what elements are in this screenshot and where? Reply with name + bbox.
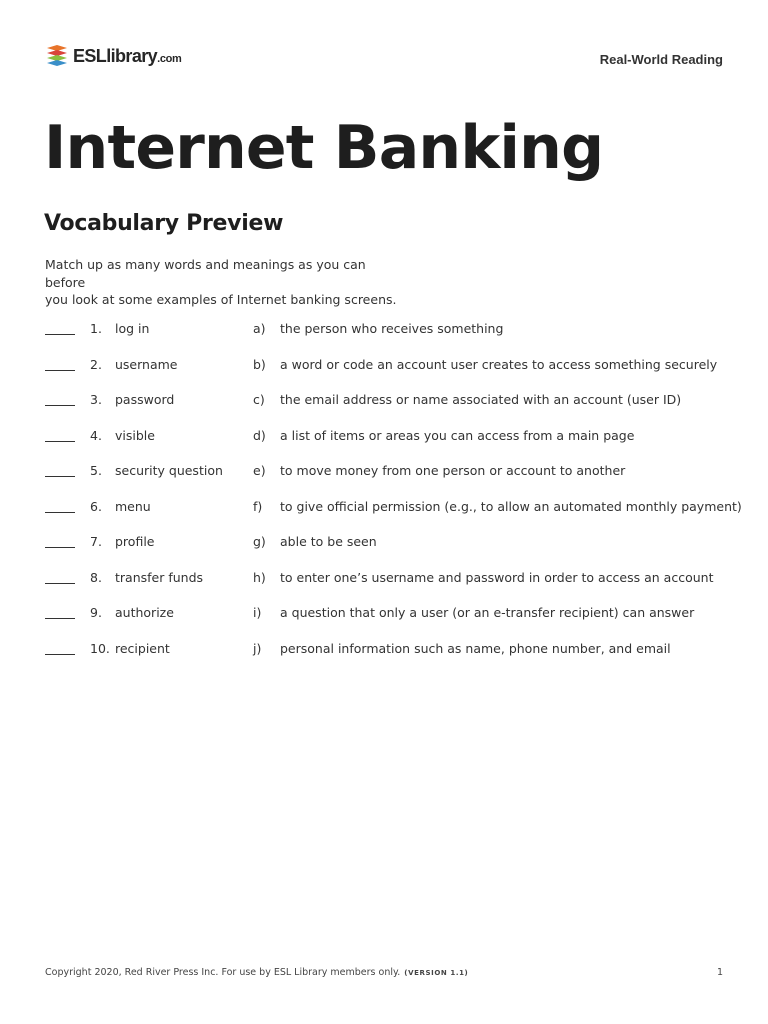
item-number: 3.: [90, 392, 102, 407]
answer-blank[interactable]: [45, 405, 75, 406]
item-number: 6.: [90, 498, 102, 514]
vocabulary-word: username: [115, 356, 178, 372]
copyright-footer: [45, 967, 468, 978]
item-number: 5.: [90, 463, 102, 478]
definition-letter: c): [253, 392, 265, 407]
item-number: 2.: [90, 356, 102, 372]
matching-row: [45, 391, 725, 411]
vocabulary-word: recipient: [115, 640, 170, 656]
definition-letter: g): [253, 534, 266, 549]
definition-text: to move money from one person or account to another: [280, 463, 626, 478]
matching-row: [45, 533, 725, 553]
instructions-line: Match up as many words and meanings as you can before: [45, 257, 366, 290]
definition-letter: j): [253, 640, 262, 656]
matching-row: [45, 640, 725, 660]
definition-text: to enter one’s username and password in order to access an account: [280, 569, 714, 585]
definition-text: to give official permission (e.g., to allow an automated monthly payment): [280, 498, 742, 514]
definition-letter: i): [253, 605, 262, 620]
definition-text: a question that only a user (or an e-transfer recipient) can answer: [280, 605, 695, 620]
matching-row: [45, 427, 725, 447]
definition-text: the person who receives something: [280, 321, 504, 336]
vocabulary-word: profile: [115, 534, 155, 549]
series-label: Real-World Reading: [599, 52, 723, 67]
item-number: 7.: [90, 534, 102, 549]
answer-blank[interactable]: [45, 583, 75, 584]
answer-blank[interactable]: [45, 618, 75, 619]
definition-text: personal information such as name, phone number, and email: [280, 640, 671, 656]
vocabulary-word: log in: [115, 321, 150, 336]
definition-letter: h): [253, 569, 266, 585]
definition-letter: a): [253, 321, 266, 336]
item-number: 8.: [90, 569, 102, 585]
item-number: 4.: [90, 427, 102, 443]
matching-row: [45, 604, 725, 624]
answer-blank[interactable]: [45, 370, 75, 371]
definition-text: the email address or name associated with an account (user ID): [280, 392, 682, 407]
definition-text: able to be seen: [280, 534, 377, 549]
instructions-line: you look at some examples of Internet banking screens.: [45, 292, 397, 307]
definition-text: a list of items or areas you can access from a main page: [280, 427, 635, 443]
definition-letter: f): [253, 498, 263, 514]
page-number: 1: [716, 967, 723, 978]
esl-library-logo: [45, 44, 182, 68]
vocabulary-word: menu: [115, 498, 151, 514]
answer-blank[interactable]: [45, 334, 75, 335]
item-number: 1.: [90, 321, 102, 336]
answer-blank[interactable]: [45, 512, 75, 513]
vocabulary-word: visible: [115, 427, 155, 443]
item-number: 9.: [90, 605, 102, 620]
answer-blank[interactable]: [45, 441, 75, 442]
book-stack-icon: [45, 44, 69, 68]
section-heading: Vocabulary Preview: [44, 211, 284, 236]
definition-letter: b): [253, 356, 266, 372]
matching-row: [45, 356, 725, 376]
definition-text: a word or code an account user creates to access something securely: [280, 356, 718, 372]
answer-blank[interactable]: [45, 547, 75, 548]
logo-wordmark: ESLlibrary.com: [73, 46, 182, 66]
matching-row: [45, 498, 742, 518]
matching-row: [45, 569, 725, 589]
answer-blank[interactable]: [45, 476, 75, 477]
vocabulary-word: security question: [115, 463, 223, 478]
answer-blank[interactable]: [45, 654, 75, 655]
page-title: Internet Banking: [44, 113, 604, 183]
item-number: 10.: [90, 640, 110, 656]
definition-letter: d): [253, 427, 266, 443]
matching-row: [45, 462, 725, 482]
vocabulary-word: transfer funds: [115, 569, 204, 585]
vocabulary-word: password: [115, 392, 175, 407]
definition-letter: e): [253, 463, 266, 478]
vocabulary-word: authorize: [115, 605, 174, 620]
instructions: [45, 256, 405, 309]
version-label: (VERSION 1.1): [404, 969, 469, 977]
copyright-text: Copyright 2020, Red River Press Inc. For use by ESL Library members only.: [45, 967, 401, 978]
matching-row: [45, 320, 725, 340]
